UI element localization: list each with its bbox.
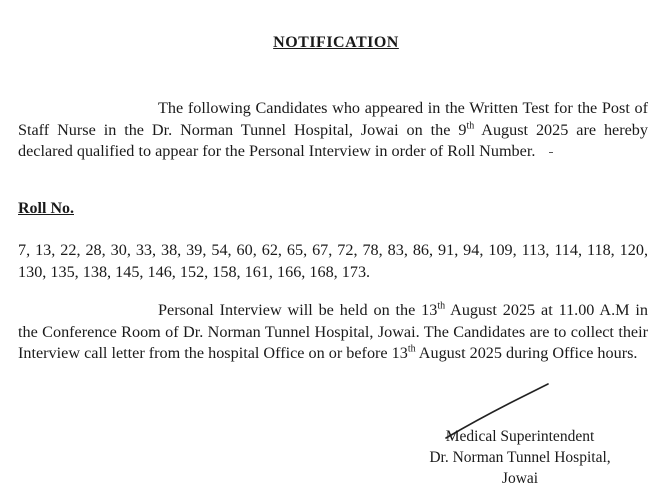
interview-text-part2: August 2025 at 11.00 A.M in the Conference Room of Dr. Norman Tunnel Hospital, Jowai. The Candidates are to collect their Interview call letter from the hospital Office on or before 13 — [18, 301, 648, 362]
intro-text-part1: The following Candidates who appeared in the Written Test for the Post of Staff Nurse in the Dr. Norman Tunnel Hospital, Jowai on the 9 — [18, 99, 648, 139]
intro-ordinal-suffix: th — [466, 120, 475, 132]
interview-text-part1: Personal Interview will be held on the 13 — [158, 301, 438, 319]
interview-text-part3: August 2025 during Office hours. — [415, 344, 638, 362]
signature-block — [400, 426, 640, 489]
interview-ordinal-suffix-2: th — [407, 343, 416, 355]
signatory-place: Jowai — [501, 470, 539, 487]
interview-ordinal-suffix-1: th — [437, 300, 446, 312]
document-title: NOTIFICATION — [273, 34, 399, 51]
intro-text-part2: August 2025 are hereby declared qualified to appear for the Personal Interview in order of Roll Number. — [18, 120, 648, 160]
signatory-designation: Medical Superintendent — [445, 428, 595, 445]
roll-number-list: 7, 13, 22, 28, 30, 33, 38, 39, 54, 60, 62, 65, 67, 72, 78, 83, 86, 91, 94, 109, 113, 114, 118, 120, 130, 135, 138, 145, 146, 152, 158, 161, 166, 168, 173. — [18, 241, 648, 281]
signatory-institution: Dr. Norman Tunnel Hospital, — [429, 449, 611, 466]
roll-number-heading: Roll No. — [18, 200, 74, 217]
